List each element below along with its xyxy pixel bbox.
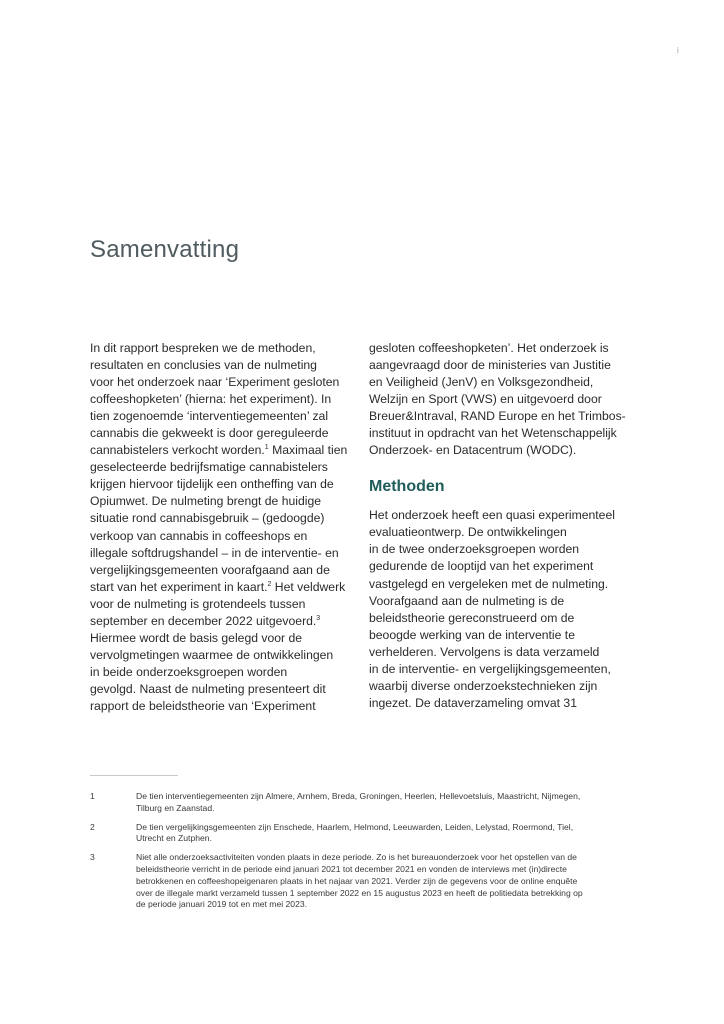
body-line: vervolgmetingen waarmee de ontwikkelingen — [90, 647, 334, 662]
footnote-ref[interactable]: 2 — [267, 580, 272, 588]
body-line: In dit rapport bespreken we de methoden, — [90, 341, 316, 355]
footnote-line: De tien interventiegemeenten zijn Almere, Arnhem, Breda, Groningen, Heerlen, Hellevoetsluis, Maastricht, Nijmegen, — [136, 791, 581, 801]
body-line: evaluatieontwerp. De ontwikkelingen — [369, 525, 567, 540]
body-line: en Veiligheid (JenV) en Volksgezondheid, — [369, 375, 594, 390]
left-column — [90, 340, 365, 715]
body-line: Opiumwet. De nulmeting brengt de huidige — [90, 494, 322, 509]
body-line: illegale softdrugshandel – in de interventie- en — [90, 545, 339, 560]
body-line: vergelijkingsgemeenten voorafgaand aan de — [90, 562, 330, 577]
footnote-text — [136, 852, 635, 911]
body-line: tien zogenoemde ‘interventiegemeenten’ zal — [90, 409, 329, 424]
footnote-line: betrokkenen en coffeeshopeigenaren plaats in het najaar van 2021. Verder zijn de gegevens voor de online enquête — [136, 875, 578, 886]
body-line: krijgen hiervoor tijdelijk een ontheffing van de — [90, 477, 334, 492]
body-text: Maximaal tien — [268, 443, 348, 458]
body-line: cannabis die gekweekt is door gereguleerde — [90, 426, 329, 441]
body-text: start van het experiment in kaart. — [90, 579, 268, 594]
footnote-divider — [90, 775, 178, 776]
body-line: beoogde werking van de interventie te — [369, 627, 575, 642]
body-line: gesloten coffeeshopketen’. Het onderzoek is — [369, 341, 609, 355]
body-line: verhelderen. Vervolgens is data verzameld — [369, 644, 600, 659]
footnote-line: Tilburg en Zaanstad. — [136, 802, 215, 813]
footnote-3 — [90, 852, 635, 911]
footnote-ref[interactable]: 3 — [316, 614, 321, 622]
body-text: september en december 2022 uitgevoerd. — [90, 613, 317, 628]
footnote-line: Utrecht en Zutphen. — [136, 833, 212, 844]
body-line: aangevraagd door de ministeries van Justitie — [369, 358, 611, 373]
footnote-1 — [90, 791, 635, 815]
body-line: voor de nulmeting is grotendeels tussen — [90, 596, 306, 611]
body-line: gedurende de looptijd van het experiment — [369, 559, 594, 574]
footnote-line: de periode januari 2019 tot en met mei 2023. — [136, 899, 308, 910]
body-line: Onderzoek- en Datacentrum (WODC). — [369, 443, 577, 458]
footnote-2 — [90, 822, 635, 846]
footnotes — [90, 791, 635, 918]
body-line: verkoop van cannabis in coffeeshops en — [90, 528, 308, 543]
footnote-number: 1 — [90, 791, 95, 801]
body-line: waarbij diverse onderzoekstechnieken zijn — [369, 678, 598, 693]
footnote-line: over de illegale markt verzameld tussen 1 september 2022 en 15 augustus 2023 en heeft de politiedata betrekking op — [136, 887, 583, 898]
body-line: rapport de beleidstheorie van ‘Experiment — [90, 698, 316, 713]
body-line: in beide onderzoeksgroepen worden — [90, 664, 288, 679]
body-line: in de twee onderzoeksgroepen worden — [369, 542, 580, 557]
body-line: vastgelegd en vergeleken met de nulmeting. — [369, 576, 609, 591]
body-line — [90, 442, 365, 459]
body-line: instituut in opdracht van het Wetenschappelijk — [369, 426, 617, 441]
section-heading-methoden: Methoden — [369, 478, 445, 496]
footnote-ref[interactable]: 1 — [264, 444, 269, 452]
body-line: Het onderzoek heeft een quasi experimenteel — [369, 508, 615, 523]
body-line: Welzijn en Sport (VWS) en uitgevoerd door — [369, 392, 602, 407]
body-line: gevolgd. Naast de nulmeting presenteert dit — [90, 681, 326, 696]
body-line: ingezet. De dataverzameling omvat 31 — [369, 695, 577, 710]
body-line — [90, 579, 365, 596]
body-line — [90, 613, 365, 630]
body-line: Breuer&Intraval, RAND Europe en het Trimbos- — [369, 409, 626, 424]
footnote-text — [136, 791, 635, 815]
body-line: voor het onderzoek naar ‘Experiment gesloten — [90, 375, 340, 390]
page-title: Samenvatting — [90, 236, 240, 263]
right-column — [369, 340, 644, 712]
body-line: Hiermee wordt de basis gelegd voor de — [90, 630, 303, 645]
body-line: Voorafgaand aan de nulmeting is de — [369, 593, 565, 608]
page-number: i — [677, 46, 679, 55]
footnote-number: 2 — [90, 821, 95, 832]
body-line: situatie rond cannabisgebruik – (gedoogde) — [90, 511, 325, 526]
body-line: coffeeshopketen’ (hierna: het experiment). In — [90, 392, 332, 407]
footnote-line: Niet alle onderzoeksactiviteiten vonden plaats in deze periode. Zo is het bureauonderzoek voor het opstellen van de — [136, 852, 577, 863]
footnote-line: beleidstheorie verricht in de periode eind januari 2021 tot december 2021 en vonden de interviews met (in)directe — [136, 863, 567, 874]
body-line: in de interventie- en vergelijkingsgemeenten, — [369, 661, 611, 676]
body-text: Het veldwerk — [271, 579, 346, 594]
footnote-number: 3 — [90, 852, 95, 863]
footnote-line: De tien vergelijkingsgemeenten zijn Enschede, Haarlem, Helmond, Leeuwarden, Leiden, Lelystad, Roermond, Tiel, — [136, 821, 574, 832]
body-line: beleidstheorie gereconstrueerd om de — [369, 610, 575, 625]
body-text: cannabistelers verkocht worden. — [90, 443, 265, 458]
body-line: geselecteerde bedrijfsmatige cannabistelers — [90, 460, 328, 475]
footnote-text — [136, 822, 635, 846]
body-line: resultaten en conclusies van de nulmeting — [90, 358, 317, 373]
